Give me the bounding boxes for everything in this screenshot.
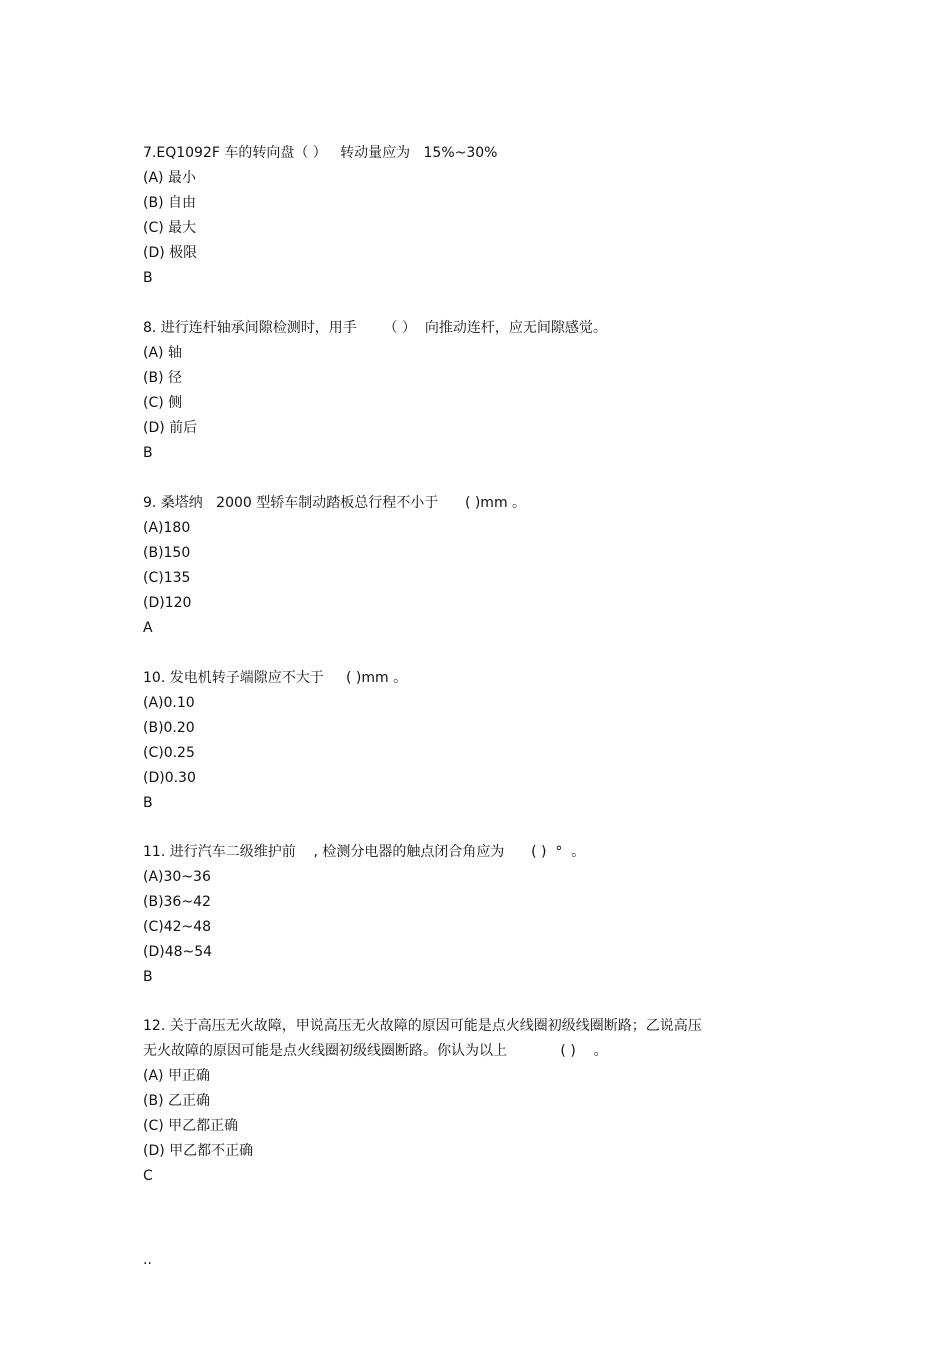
option-d: (D)48~54: [143, 944, 213, 960]
question-stem: 11. 进行汽车二级维护前 , 检测分电器的触点闭合角应为 ( ) ° 。: [143, 844, 586, 860]
option-c: (C)135: [143, 570, 191, 586]
option-d: (D)0.30: [143, 770, 196, 786]
option-a: (A)0.10: [143, 695, 195, 711]
option-c: (C)42~48: [143, 919, 212, 935]
option-a: (A)180: [143, 520, 191, 536]
answer: A: [143, 620, 153, 636]
question-12: [143, 1014, 783, 1189]
option-b: (B)36~42: [143, 894, 211, 910]
question-10: [143, 666, 783, 816]
answer: B: [143, 795, 153, 811]
answer: C: [143, 1168, 153, 1184]
question-stem: 12. 关于高压无火故障，甲说高压无火故障的原因可能是点火线圈初级线圈断路；乙说高压 无火故障的原因可能是点火线圈初级线圈断路。你认为以上 ( ) 。: [143, 1018, 702, 1059]
answer: B: [143, 969, 153, 985]
option-b: (B) 径: [143, 370, 182, 386]
option-b: (B) 自由: [143, 195, 196, 211]
option-c: (C) 最大: [143, 220, 197, 236]
question-stem: 7.EQ1092F 车的转向盘（ ） 转动量应为 15%~30%: [143, 145, 498, 161]
option-b: (B)0.20: [143, 720, 195, 736]
option-c: (C)0.25: [143, 745, 195, 761]
page-footer-mark: ..: [143, 1252, 152, 1268]
option-d: (D) 极限: [143, 245, 198, 261]
option-a: (A)30~36: [143, 869, 211, 885]
option-d: (D) 前后: [143, 420, 198, 436]
option-b: (B)150: [143, 545, 191, 561]
question-stem: 10. 发电机转子端隙应不大于 ( )mm 。: [143, 670, 408, 686]
question-9: [143, 491, 783, 641]
option-b: (B) 乙正确: [143, 1093, 210, 1109]
question-11: [143, 840, 783, 990]
option-c: (C) 侧: [143, 395, 183, 411]
option-a: (A) 甲正确: [143, 1068, 210, 1084]
question-stem: 9. 桑塔纳 2000 型轿车制动踏板总行程不小于 ( )mm 。: [143, 495, 527, 511]
option-a: (A) 最小: [143, 170, 196, 186]
question-stem: 8. 进行连杆轴承间隙检测时，用手 （ ） 向推动连杆，应无间隙感觉。: [143, 320, 607, 336]
question-8: [143, 316, 783, 466]
option-c: (C) 甲乙都正确: [143, 1118, 239, 1134]
answer: B: [143, 445, 153, 461]
option-d: (D) 甲乙都不正确: [143, 1143, 254, 1159]
option-d: (D)120: [143, 595, 192, 611]
option-a: (A) 轴: [143, 345, 182, 361]
answer: B: [143, 270, 153, 286]
question-7: [143, 141, 783, 291]
